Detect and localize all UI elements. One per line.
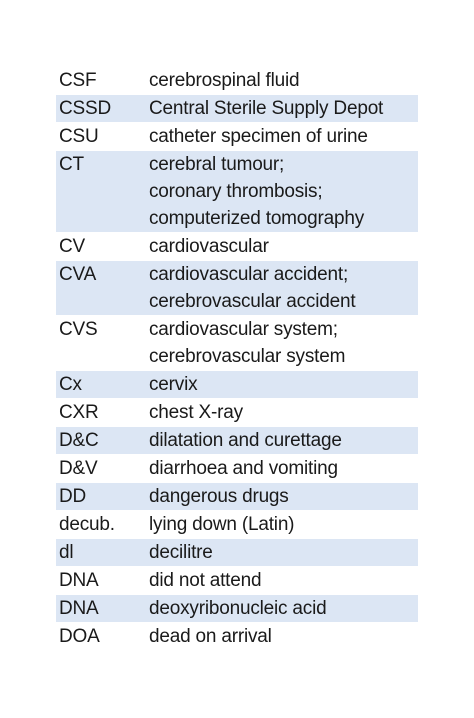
abbreviation-definition [149,511,418,538]
abbreviation-term: Cx [59,374,82,395]
abbreviation-term: DD [59,486,87,507]
definition-line: computerized tomography [149,208,365,229]
abbreviation-row [56,622,418,650]
abbreviation-definition [149,151,418,232]
abbreviation-row [56,122,418,150]
abbreviation-term: CSSD [59,98,111,119]
abbreviation-definition [149,261,418,315]
abbreviation-definition [149,95,418,122]
abbreviation-row [56,566,418,594]
abbreviation-term: CV [59,236,85,257]
definition-line: diarrhoea and vomiting [149,458,338,479]
abbreviation-row [56,594,418,622]
definition-line: lying down (Latin) [149,514,295,535]
abbreviation-term: dl [59,542,74,563]
definition-line: dilatation and curettage [149,430,342,451]
abbreviation-term: DOA [59,626,100,647]
abbreviation-row [56,260,418,315]
abbreviation-term: DNA [59,570,99,591]
abbreviation-term: CVS [59,319,98,340]
abbreviation-row [56,232,418,260]
definition-line: coronary thrombosis; [149,181,323,202]
abbreviation-definition [149,233,418,260]
abbreviation-definition [149,455,418,482]
abbreviation-row [56,454,418,482]
abbreviation-definition [149,123,418,150]
abbreviation-term: D&C [59,430,99,451]
abbreviation-row [56,150,418,232]
abbreviation-row [56,482,418,510]
abbreviation-term: CT [59,154,84,175]
abbreviation-row [56,426,418,454]
abbreviation-definition [149,399,418,426]
abbreviation-definition [149,567,418,594]
abbreviation-definition [149,595,418,622]
definition-line: Central Sterile Supply Depot [149,98,384,119]
abbreviation-definition [149,67,418,94]
definition-line: dangerous drugs [149,486,289,507]
abbreviation-row [56,538,418,566]
abbreviation-term: decub. [59,514,115,535]
abbreviation-definition [149,316,418,370]
abbreviation-row [56,398,418,426]
definition-line: cardiovascular accident; [149,264,349,285]
abbreviation-definition [149,623,418,650]
abbreviation-definition [149,371,418,398]
abbreviation-term: DNA [59,598,99,619]
definition-line: cardiovascular [149,236,269,257]
definition-line: deoxyribonucleic acid [149,598,327,619]
abbreviation-row [56,315,418,370]
abbreviation-definition [149,539,418,566]
abbreviation-row [56,370,418,398]
definition-line: catheter specimen of urine [149,126,368,147]
definition-line: cerebrovascular accident [149,291,356,312]
definition-line: cerebrovascular system [149,346,346,367]
abbreviation-definition [149,483,418,510]
definition-line: decilitre [149,542,213,563]
abbreviation-term: CVA [59,264,97,285]
abbreviation-term: D&V [59,458,98,479]
abbreviation-row [56,67,418,94]
abbreviation-list [56,67,418,650]
abbreviation-row [56,94,418,122]
abbreviation-term: CSF [59,70,97,91]
abbreviation-term: CSU [59,126,99,147]
definition-line: cardiovascular system; [149,319,338,340]
abbreviation-term: CXR [59,402,99,423]
definition-line: chest X-ray [149,402,243,423]
abbreviation-definition [149,427,418,454]
definition-line: cerebral tumour; [149,154,285,175]
definition-line: cervix [149,374,198,395]
abbreviation-row [56,510,418,538]
definition-line: cerebrospinal fluid [149,70,300,91]
definition-line: did not attend [149,570,262,591]
definition-line: dead on arrival [149,626,272,647]
